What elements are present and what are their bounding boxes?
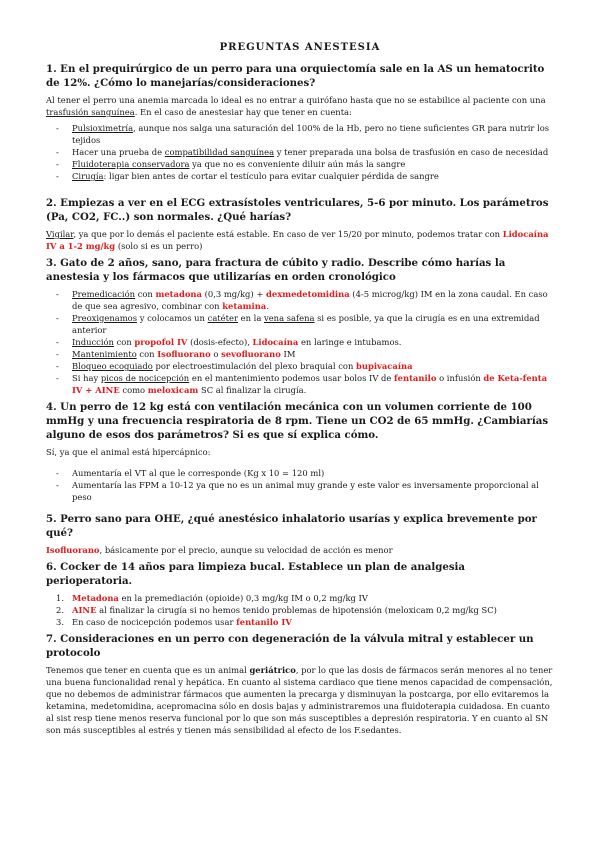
list-item: - Pulsioximetría, aunque nos salga una saturación del 100% de la Hb, pero no tiene suficientes GR para nutrir los tejidos bbox=[56, 123, 550, 145]
answer-6-list bbox=[46, 592, 554, 628]
document-title: PREGUNTAS ANESTESIA bbox=[219, 42, 381, 53]
list-item: - Fluidoterapia conservadora ya que no es conveniente diluir aún más la sangre bbox=[56, 159, 406, 169]
list-item: - Inducción con propofol IV (dosis-efecto), Lidocaína en laringe e intubamos. bbox=[56, 337, 402, 347]
answer-5: Isofluorano, básicamente por el precio, aunque su velocidad de acción es menor bbox=[46, 545, 393, 555]
question-6: 6. Cocker de 14 años para limpieza bucal. Establece un plan de analgesia perioperatoria. bbox=[46, 561, 466, 587]
list-item: - Bloqueo ecoguiado por electroestimulación del plexo braquial con bupivacaína bbox=[56, 361, 413, 371]
question-5: 5. Perro sano para OHE, ¿qué anestésico inhalatorio usarías y explica brevemente por qué? bbox=[46, 513, 537, 539]
list-item: - Mantenimiento con Isofluorano o sevofluorano IM bbox=[56, 349, 296, 359]
list-item: - Cirugía: ligar bien antes de cortar el testículo para evitar cualquier pérdida de sangre bbox=[56, 171, 439, 181]
list-item: - Aumentaría el VT al que le corresponde (Kg x 10 = 120 ml) bbox=[56, 468, 325, 478]
answer-1-intro: Al tener el perro una anemia marcada lo ideal es no entrar a quirófano hasta que no se estabilice al paciente con una trasfusión sanguínea. En el caso de anestesiar hay que tener en cuenta: bbox=[46, 95, 546, 117]
list-item: - Hacer una prueba de compatibilidad sanguínea y tener preparada una bolsa de trasfusión en caso de necesidad bbox=[56, 147, 549, 157]
question-3: 3. Gato de 2 años, sano, para fractura de cúbito y radio. Describe cómo harías la anestesia y los fármacos que utilizarías en orden cronológico bbox=[46, 257, 506, 283]
list-item: 3. En caso de nocicepción podemos usar fentanilo IV bbox=[56, 617, 292, 627]
answer-2: Vigilar, ya que por lo demás el paciente está estable. En caso de ver 15/20 por minuto, podemos tratar con Lidocaína IV a 1-2 mg/kg (solo si es un perro) bbox=[46, 229, 549, 251]
question-4: 4. Un perro de 12 kg está con ventilación mecánica con un volumen corriente de 100 mmHg y una frecuencia respiratoria de 8 rpm. Tiene un CO2 de 65 mmHg. ¿Cambiarías alguno de esos dos parámetros? Si es que sí explica cómo. bbox=[46, 401, 549, 441]
list-item: - Preoxigenamos y colocamos un catéter en la vena safena si es posible, ya que la cirugía es en una extremidad anterior bbox=[56, 313, 540, 335]
question-2: 2. Empiezas a ver en el ECG extrasístoles ventriculares, 5-6 por minuto. Los parámetros (Pa, CO2, FC..) son normales. ¿Qué harías? bbox=[46, 197, 549, 223]
list-item: 1. Metadona en la premediación (opioide) 0,3 mg/kg IM o 0,2 mg/kg IV bbox=[56, 593, 368, 603]
answer-3-list bbox=[46, 288, 554, 396]
list-item: 2. AINE al finalizar la cirugía si no hemos tenido problemas de hipotensión (meloxicam 0,2 mg/kg SC) bbox=[56, 605, 497, 615]
question-1: 1. En el prequirúrgico de un perro para una orquiectomía sale en la AS un hematocrito de 12%. ¿Cómo lo manejarías/consideraciones? bbox=[46, 63, 545, 89]
answer-7: Tenemos que tener en cuenta que es un animal geriátrico, por lo que las dosis de fármacos serán menores al no tener una buena funcionalidad renal y hepática. En cuanto al sistema cardiaco que tiene menos capacidad de compensación, que no debemos de administrar fármacos que aumenten la precarga y disminuyan la postcarga, por ello evitaremos la ketamina, medetomidina, acepromacina sólo en dosis bajas y administraremos una fluidoterapia cuidadosa. En cuanto al sist resp tiene menos reserva funcional por lo que son más susceptibles a depresión respiratoria. Y en cuanto al SN son más susceptibles al estrés y tienen más sensibilidad al efecto de los F.sedantes. bbox=[46, 665, 553, 735]
list-item: - Premedicación con metadona (0,3 mg/kg) + dexmedetomidina (4-5 microg/kg) IM en la zona caudal. En caso de que sea agresivo, combinar con ketamina. bbox=[56, 289, 548, 311]
answer-1-list bbox=[46, 122, 554, 182]
question-7: 7. Consideraciones en un perro con degeneración de la válvula mitral y establecer un protocolo bbox=[46, 633, 534, 659]
answer-4-intro: Sí, ya que el animal está hipercápnico: bbox=[46, 447, 211, 457]
answer-4-list bbox=[46, 467, 554, 503]
list-item: - Aumentaría las FPM a 10-12 ya que no es un animal muy grande y este valor es inversamente proporcional al peso bbox=[56, 480, 539, 502]
list-item: - Si hay picos de nocicepción en el mantenimiento podemos usar bolos IV de fentanilo o infusión de Keta-fenta IV + AINE como meloxicam SC al finalizar la cirugía. bbox=[56, 373, 548, 395]
